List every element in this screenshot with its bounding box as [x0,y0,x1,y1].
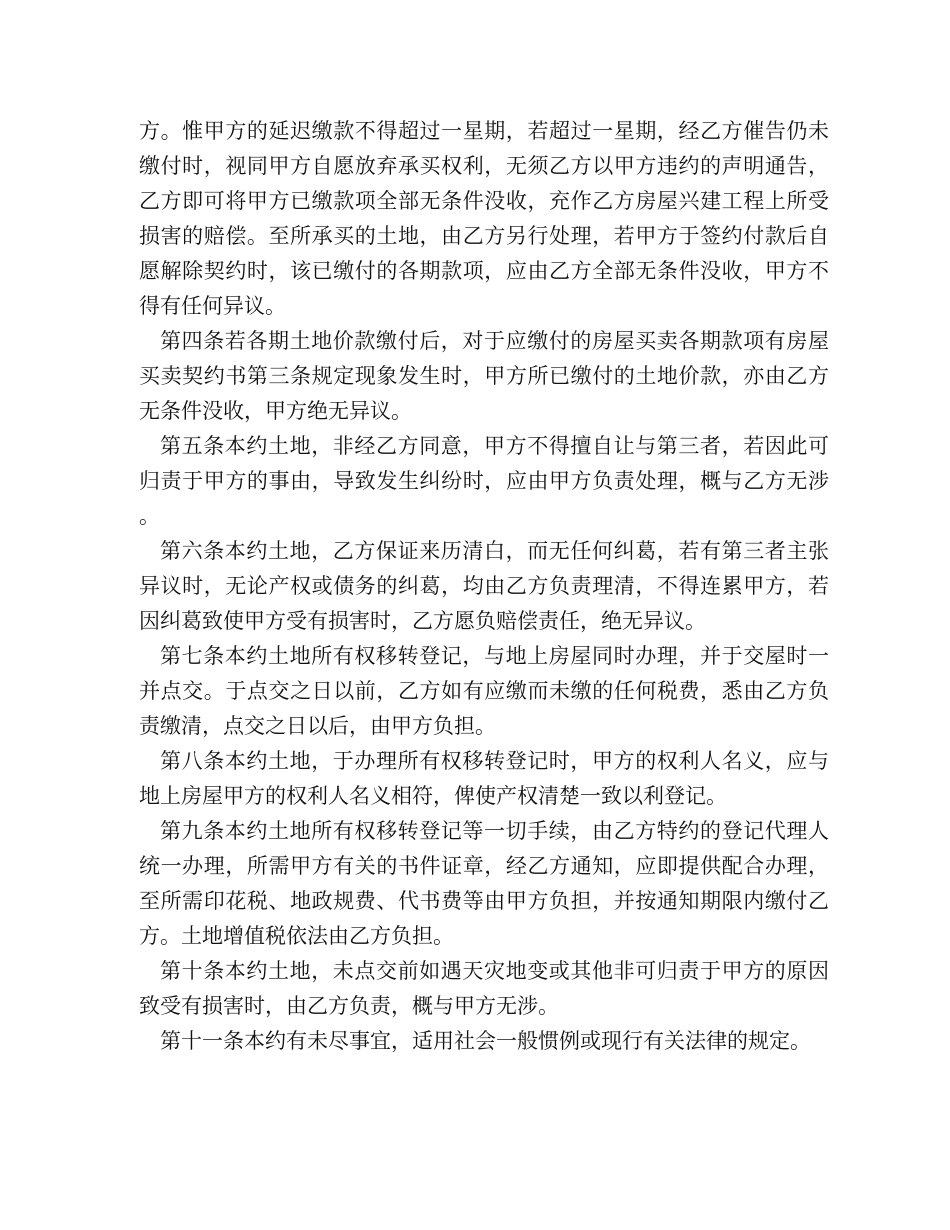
document-page [139,114,829,1059]
paragraph-article-10: 第十条本约土地，未点交前如遇天灾地变或其他非可归责于甲方的原因致受有损害时，由乙方负责，概与甲方无涉。 [139,959,829,1018]
paragraph-continuation: 方。惟甲方的延迟缴款不得超过一星期，若超过一星期，经乙方催告仍未缴付时，视同甲方自愿放弃承买权利，无须乙方以甲方违约的声明通告，乙方即可将甲方已缴款项全部无条件没收，充作乙方房屋兴建工程上所受损害的赔偿。至所承买的土地，由乙方另行处理，若甲方于签约付款后自愿解除契约时，该已缴付的各期款项，应由乙方全部无条件没收，甲方不得有任何异议。 [139,119,829,318]
paragraph-article-8: 第八条本约土地，于办理所有权移转登记时，甲方的权利人名义，应与地上房屋甲方的权利人名义相符，俾使产权清楚一致以利登记。 [139,749,829,808]
paragraph-article-9: 第九条本约土地所有权移转登记等一切手续，由乙方特约的登记代理人统一办理，所需甲方有关的书件证章，经乙方通知，应即提供配合办理，至所需印花税、地政规费、代书费等由甲方负担，并按通知期限内缴付乙方。土地增值税依法由乙方负担。 [139,819,829,948]
paragraph-article-4: 第四条若各期土地价款缴付后，对于应缴付的房屋买卖各期款项有房屋买卖契约书第三条规定现象发生时，甲方所已缴付的土地价款，亦由乙方无条件没收，甲方绝无异议。 [139,329,829,423]
paragraph-article-11: 第十一条本约有未尽事宜，适用社会一般惯例或现行有关法律的规定。 [160,1029,811,1053]
paragraph-article-6: 第六条本约土地，乙方保证来历清白，而无任何纠葛，若有第三者主张异议时，无论产权或债务的纠葛，均由乙方负责理清，不得连累甲方，若因纠葛致使甲方受有损害时，乙方愿负赔偿责任，绝无异议。 [139,539,829,633]
paragraph-article-7: 第七条本约土地所有权移转登记，与地上房屋同时办理，并于交屋时一并点交。于点交之日以前，乙方如有应缴而未缴的任何税费，悉由乙方负责缴清，点交之日以后，由甲方负担。 [139,644,829,738]
paragraph-article-5: 第五条本约土地，非经乙方同意，甲方不得擅自让与第三者，若因此可归责于甲方的事由，导致发生纠纷时，应由甲方负责处理，概与乙方无涉。 [139,434,829,528]
